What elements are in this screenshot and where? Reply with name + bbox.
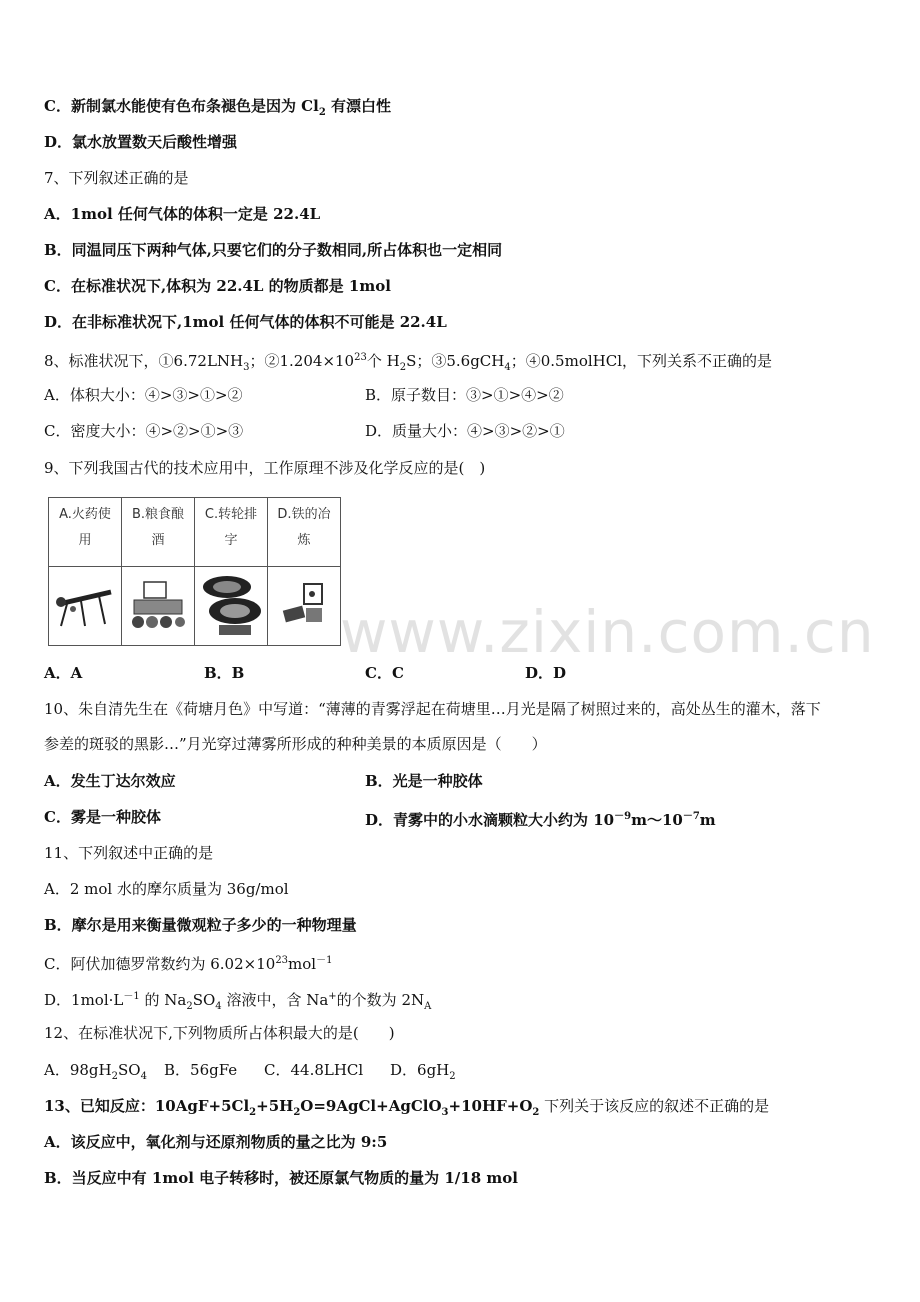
q7-stem: 7、下列叙述正确的是	[44, 169, 189, 187]
q13-stem: 13、已知反应：$10AgF+5Cl_2+5H_2O=9AgCl+AgClO_3+10HF+O_2$ 下列关于该反应的叙述不正确的是	[44, 1097, 770, 1118]
q9-stem: 9、下列我国古代的技术应用中，工作原理不涉及化学反应的是( )	[44, 459, 486, 477]
rocket-launcher-image	[49, 567, 122, 646]
q6-option-c: C．新制氯水能使有色布条褪色是因为 $Cl_2$ 有漂白性	[44, 97, 392, 118]
q11-option-d: D．$1mol\cdot L^{-1}$ 的 $Na_2SO_4$ 溶液中，含 Na+的个数为 $2N_A$	[44, 991, 432, 1012]
q12-option-a: A．$98gH_2SO_4$	[44, 1061, 147, 1082]
watermark: www.zixin.com.cn	[340, 598, 875, 666]
q12-option-d: D．$6gH_2$	[390, 1061, 456, 1082]
q13-option-b: B．当反应中有 1mol 电子转移时，被还原氯气物质的量为 1/18 mol	[44, 1169, 518, 1187]
q10-option-b: B．光是一种胶体	[365, 772, 483, 790]
q9-figure-table	[48, 497, 341, 646]
q9-option-c: C．C	[365, 664, 404, 682]
q8-option-c: C．密度大小：④>②>①>③	[44, 422, 244, 440]
q10-option-a: A．发生丁达尔效应	[44, 772, 176, 790]
q12-option-c: C．44.8LHCl	[264, 1061, 364, 1079]
q9-option-a: A．A	[44, 664, 83, 682]
q8-option-b: B．原子数目：③>①>④>②	[365, 386, 564, 404]
q9-header-d: D.铁的冶 炼	[268, 498, 341, 567]
q12-option-b: B．56gFe	[164, 1061, 238, 1079]
q7-option-a: A．1mol 任何气体的体积一定是 22.4L	[44, 205, 321, 223]
q9-option-b: B．B	[204, 664, 245, 682]
q10-option-d: D．青雾中的小水滴颗粒大小约为 $10^{-9}m\sim 10^{-7}m$	[365, 811, 716, 829]
q9-header-b: B.粮食酿 酒	[122, 498, 195, 567]
q7-option-c: C．在标准状况下,体积为 22.4L 的物质都是 1mol	[44, 277, 391, 295]
q10-stem-line2: 参差的斑驳的黑影…”月光穿过薄雾所形成的种种美景的本质原因是（ ）	[44, 735, 547, 753]
q11-option-b: B．摩尔是用来衡量微观粒子多少的一种物理量	[44, 916, 357, 934]
q12-stem: 12、在标准状况下,下列物质所占体积最大的是( )	[44, 1024, 395, 1042]
q8-stem: 8、标准状况下，$①6.72LNH_3$；$②1.204\times 10^{23}$个 $H_2S$；③5.6gCH$_4$；④0.5molHCl，下列关系不正确的是	[44, 352, 773, 373]
iron-smelting-image	[268, 567, 341, 646]
q9-option-d: D．D	[525, 664, 567, 682]
q9-header-a: A.火药使 用	[49, 498, 122, 567]
q11-option-a: A．2 mol 水的摩尔质量为 36g/mol	[44, 880, 289, 898]
q10-option-c: C．雾是一种胶体	[44, 808, 161, 826]
q6-option-d: D．氯水放置数天后酸性增强	[44, 133, 238, 151]
q13-option-a: A．该反应中，氧化剂与还原剂物质的量之比为 9:5	[44, 1133, 388, 1151]
q10-stem-line1: 10、朱自清先生在《荷塘月色》中写道：“薄薄的青雾浮起在荷塘里…月光是隔了树照过来的，高处丛生的灌木，落下	[44, 700, 821, 718]
q11-stem: 11、下列叙述中正确的是	[44, 844, 214, 862]
q7-option-d: D．在非标准状况下,1mol 任何气体的体积不可能是 22.4L	[44, 313, 447, 331]
q7-option-b: B．同温同压下两种气体,只要它们的分子数相同,所占体积也一定相同	[44, 241, 503, 259]
q8-option-d: D．质量大小：④>③>②>①	[365, 422, 565, 440]
brewing-image	[122, 567, 195, 646]
q8-option-a: A．体积大小：④>③>①>②	[44, 386, 243, 404]
rotating-type-wheel-image	[195, 567, 268, 646]
q9-header-c: C.转轮排 字	[195, 498, 268, 567]
q11-option-c: C．阿伏加德罗常数约为 $6.02\times 10^{23}mol^{-1}$	[44, 955, 333, 973]
